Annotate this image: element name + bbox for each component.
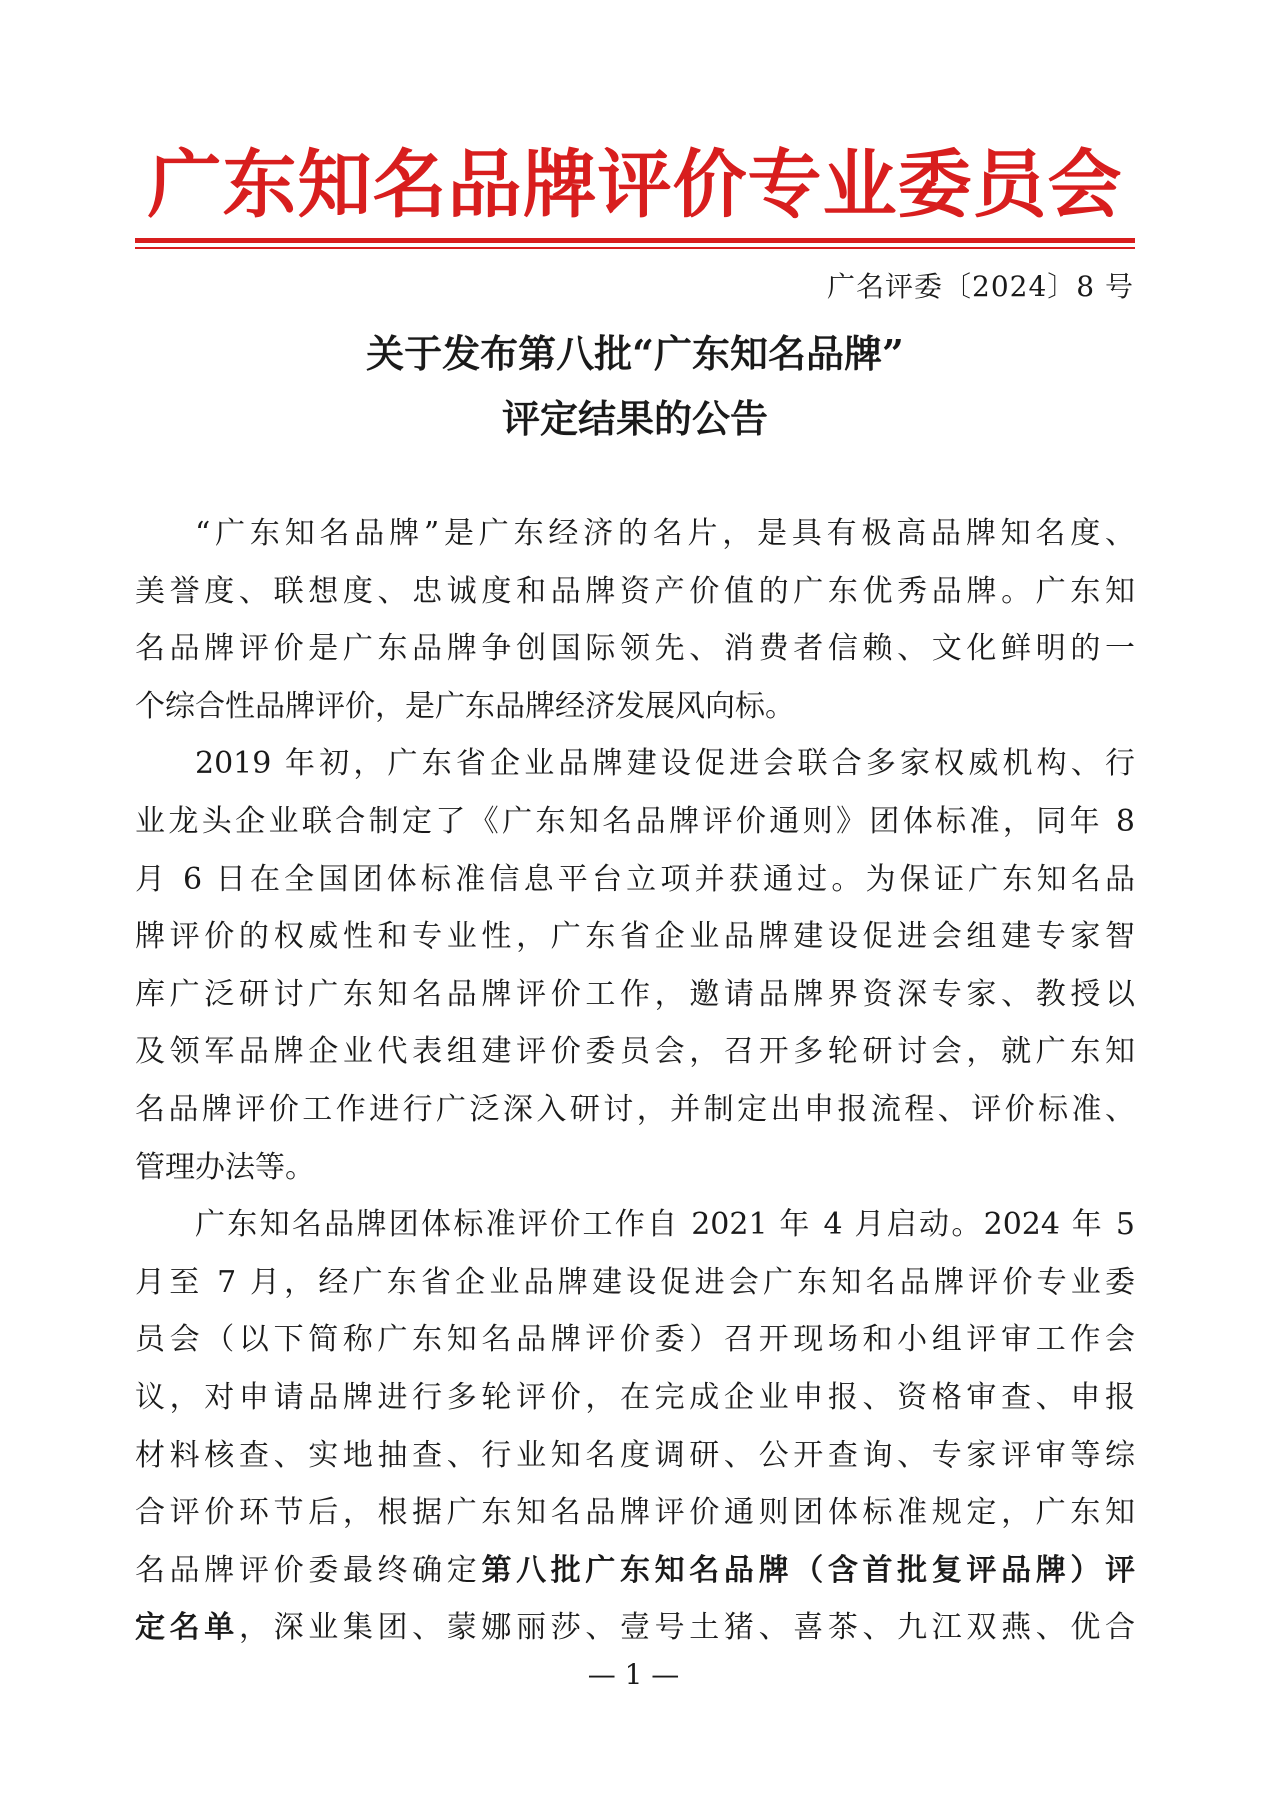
text-line — [135, 1542, 1135, 1600]
text-run: 名品牌评价委最终确定 — [135, 1552, 482, 1588]
text-line: 材料核查、实地抽查、行业知名度调研、公开查询、专家评审等综 — [135, 1437, 1135, 1473]
red-divider-thick — [135, 238, 1135, 243]
text-line: 月 6 日在全国团体标准信息平台立项并获通过。为保证广东知名品 — [135, 861, 1135, 897]
document-title-line-1: 关于发布第八批“广东知名品牌” — [366, 331, 904, 376]
text-line: 及领军品牌企业代表组建评价委员会，召开多轮研讨会，就广东知 — [135, 1034, 1135, 1070]
page-number: — 1 — — [587, 1658, 680, 1691]
document-number: 广名评委〔2024〕8 号 — [827, 270, 1134, 303]
bold-text-run: 定名单 — [135, 1610, 239, 1646]
text-line: 牌评价的权威性和专业性，广东省企业品牌建设促进会组建专家智 — [135, 919, 1135, 955]
text-line: 管理办法等。 — [135, 1149, 315, 1185]
text-line: “广东知名品牌”是广东经济的名片，是具有极高品牌知名度、 — [195, 516, 1135, 551]
text-line: 广东知名品牌团体标准评价工作自 2021 年 4 月启动。2024 年 5 — [195, 1207, 1135, 1243]
text-line: 名品牌评价是广东品牌争创国际领先、消费者信赖、文化鲜明的一 — [135, 631, 1135, 667]
text-line: 议，对申请品牌进行多轮评价，在完成企业申报、资格审查、申报 — [135, 1379, 1135, 1415]
text-line — [135, 1599, 1135, 1657]
text-line: 员会（以下简称广东知名品牌评价委）召开现场和小组评审工作会 — [135, 1322, 1135, 1358]
text-line: 个综合性品牌评价，是广东品牌经济发展风向标。 — [135, 688, 795, 724]
text-line: 库广泛研讨广东知名品牌评价工作，邀请品牌界资深专家、教授以 — [135, 976, 1135, 1012]
paragraph-1 — [135, 505, 1135, 735]
paragraph-2 — [135, 735, 1135, 1196]
text-line: 合评价环节后，根据广东知名品牌评价通则团体标准规定，广东知 — [135, 1495, 1135, 1531]
text-line: 2019 年初，广东省企业品牌建设促进会联合多家权威机构、行 — [195, 746, 1135, 782]
paragraph-3 — [135, 1196, 1135, 1657]
text-line: 月至 7 月，经广东省企业品牌建设促进会广东知名品牌评价专业委 — [135, 1264, 1135, 1300]
text-line: 美誉度、联想度、忠诚度和品牌资产价值的广东优秀品牌。广东知 — [135, 573, 1135, 609]
bold-text-run: 第八批广东知名品牌（含首批复评品牌）评 — [481, 1552, 1136, 1588]
document-body — [135, 505, 1135, 1657]
org-name-heading: 广东知名品牌评价专业委员会 — [147, 142, 1123, 228]
text-line: 业龙头企业联合制定了《广东知名品牌评价通则》团体标准，同年 8 — [135, 803, 1135, 839]
red-divider-thin — [135, 247, 1135, 249]
text-line: 名品牌评价工作进行广泛深入研讨，并制定出申报流程、评价标准、 — [135, 1091, 1135, 1127]
text-run: ，深业集团、蒙娜丽莎、壹号土猪、喜茶、九江双燕、优合 — [238, 1610, 1136, 1646]
document-title-line-2: 评定结果的公告 — [501, 396, 768, 441]
